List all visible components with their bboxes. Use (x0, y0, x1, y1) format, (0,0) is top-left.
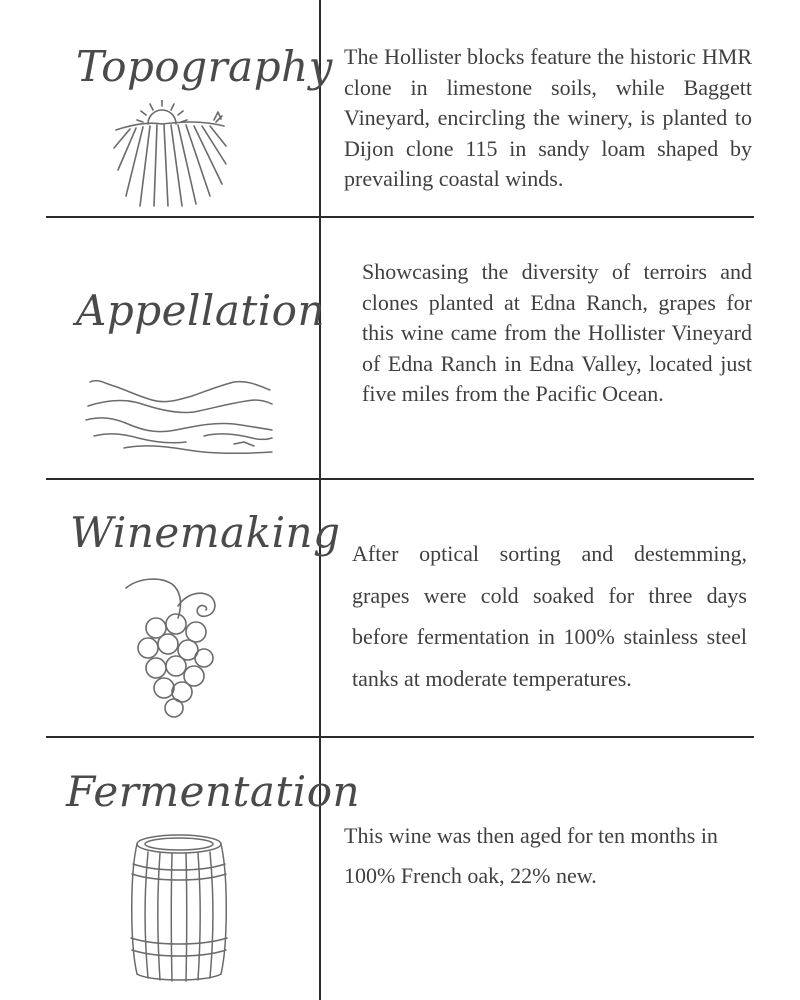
section-title-winemaking: Winemaking (70, 508, 341, 557)
vineyard-sunrise-icon (110, 100, 230, 210)
section-text-winemaking: After optical sorting and destemming, grapes were cold soaked for three days before fermentation in 100% stainless steel tanks at moderate temperatures. (352, 541, 747, 691)
column-divider (319, 0, 321, 1000)
row-divider-2 (46, 478, 754, 480)
grape-cluster-icon (120, 576, 224, 718)
wine-barrel-icon (126, 834, 232, 984)
section-text-fermentation: This wine was then aged for ten months in 100% French oak, 22% new. (344, 823, 718, 888)
section-title-appellation: Appellation (76, 286, 326, 335)
mountain-landscape-icon (84, 374, 274, 458)
section-text-topography: The Hollister blocks feature the historic HMR clone in limestone soils, while Baggett Vineyard, encircling the winery, is planted to Dijon clone 115 in sandy loam shaped by prevailing coastal winds. (344, 44, 752, 191)
section-text-appellation: Showcasing the diversity of terroirs and clones planted at Edna Ranch, grapes for this wine came from the Hollister Vineyard of Edna Ranch in Edna Valley, located just five miles from the Pacific Ocean. (362, 259, 752, 406)
row-divider-1 (46, 216, 754, 218)
row-divider-3 (46, 736, 754, 738)
section-title-fermentation: Fermentation (66, 767, 361, 816)
section-title-topography: Topography (76, 42, 333, 91)
